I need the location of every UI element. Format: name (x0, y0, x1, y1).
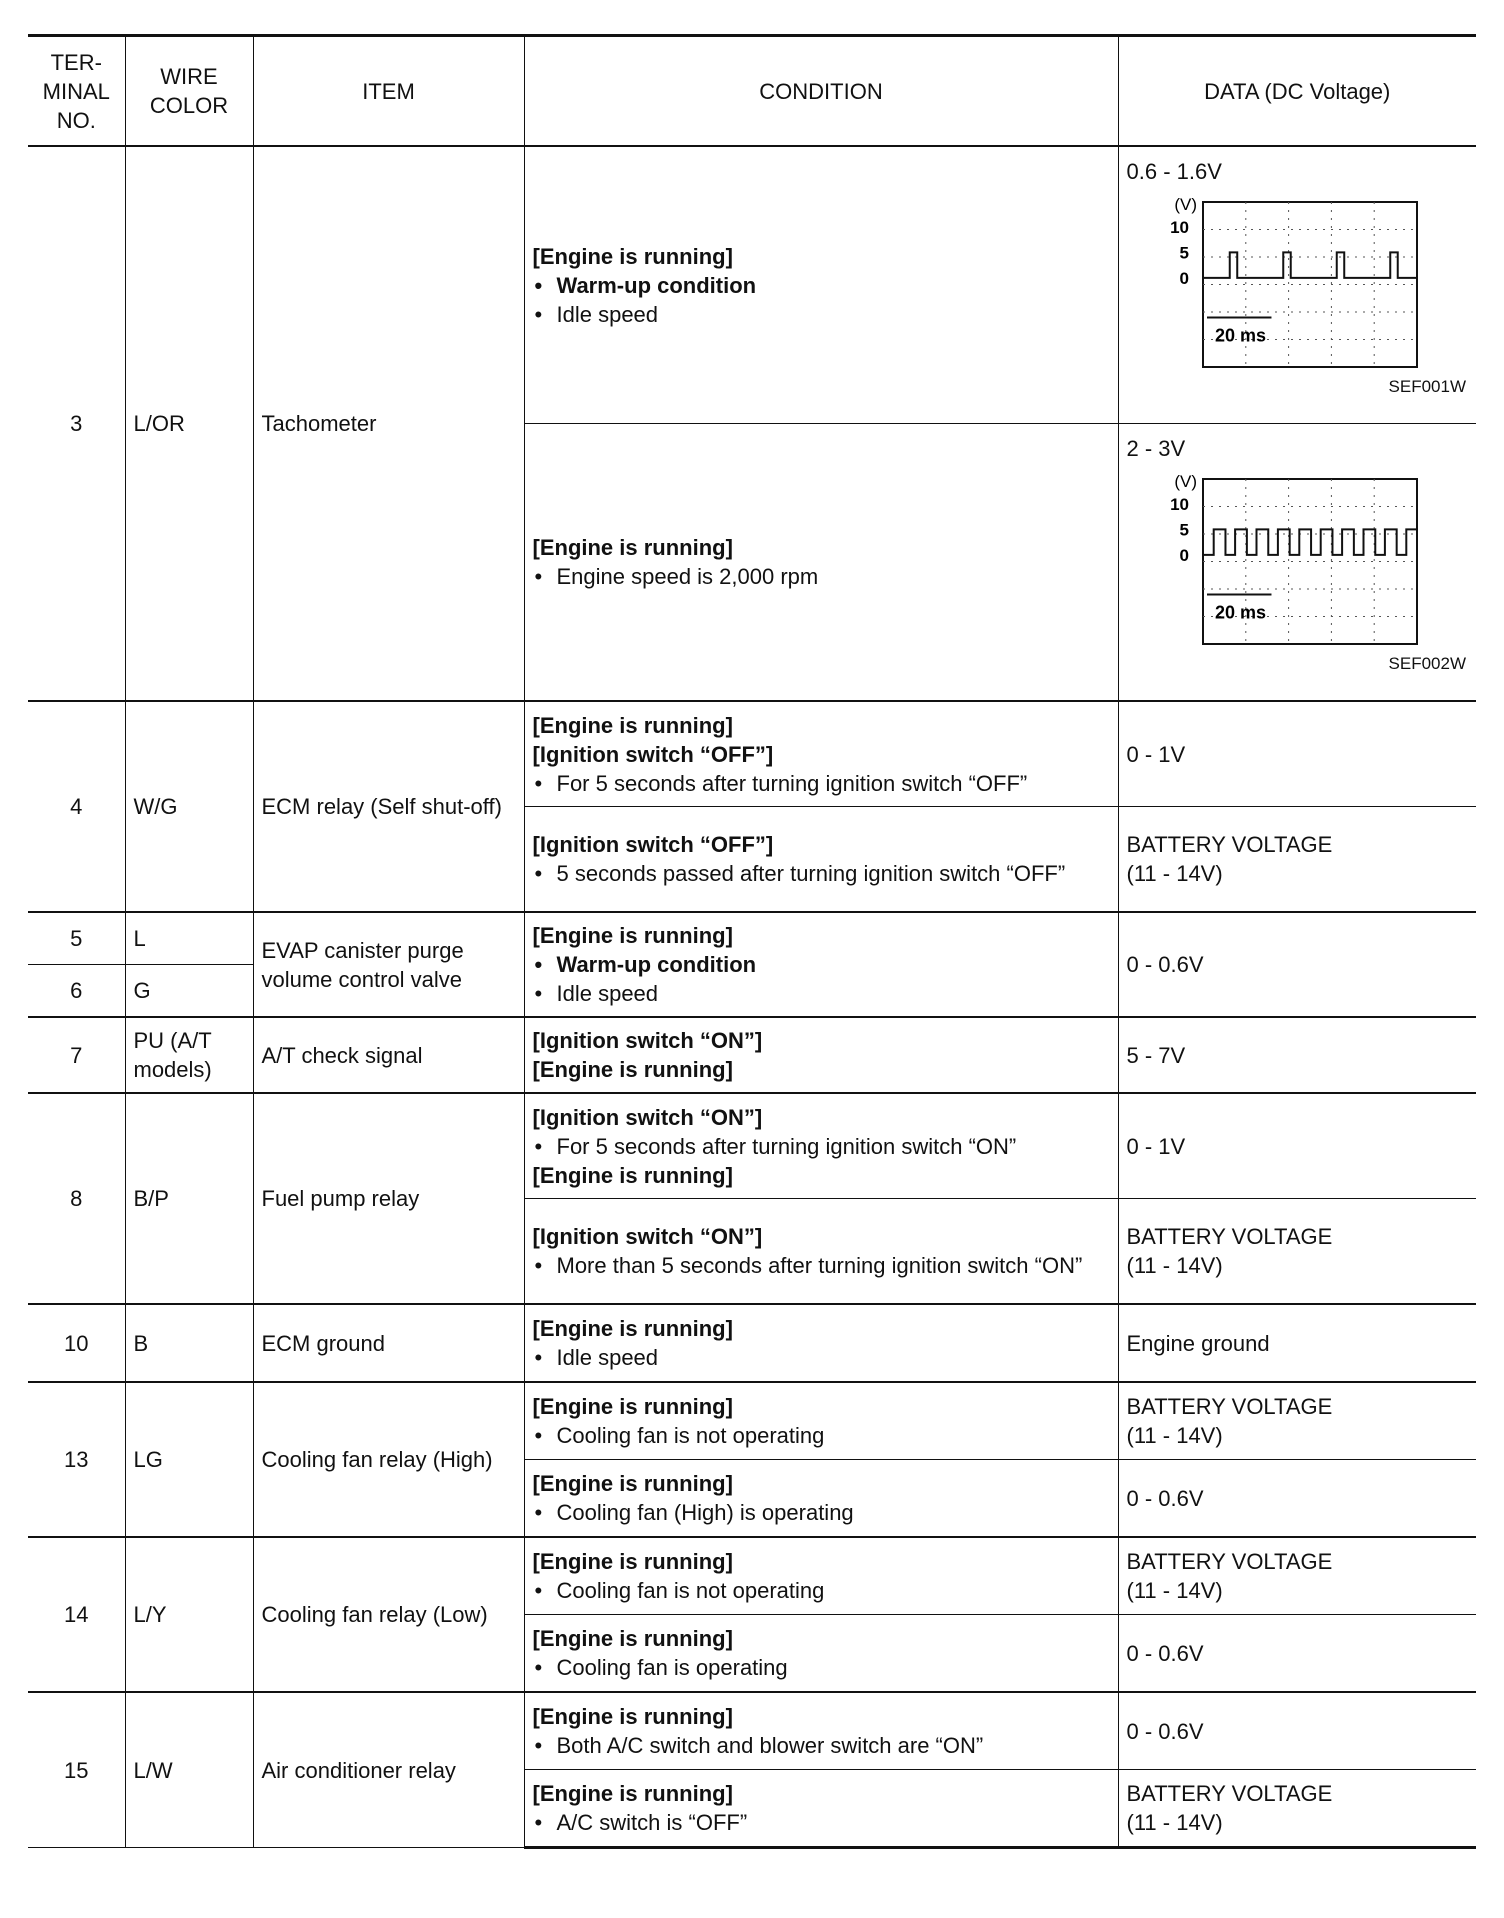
y-tick-label: 0 (1179, 268, 1189, 288)
terminal-no: 10 (28, 1304, 125, 1382)
condition-bullet: • Idle speed (533, 1343, 1110, 1372)
condition (524, 146, 1118, 424)
header-condition: CONDITION (524, 36, 1118, 147)
terminal-no: 14 (28, 1537, 125, 1692)
y-unit-label: (V) (1173, 195, 1197, 214)
condition (524, 424, 1118, 702)
condition (524, 807, 1118, 913)
terminal-no: 7 (28, 1017, 125, 1093)
condition-heading: [Engine is running] (532, 1626, 733, 1651)
terminal-no: 15 (28, 1692, 125, 1848)
table-row (28, 1017, 1476, 1093)
condition-heading: [Engine is running] (532, 712, 733, 738)
condition-bullet: • Cooling fan is operating (533, 1653, 1110, 1682)
voltage-range: 2 - 3V (1126, 436, 1186, 461)
header-data: DATA (DC Voltage) (1118, 36, 1476, 147)
condition-bullet: • More than 5 seconds after turning ignition switch “ON” (533, 1251, 1110, 1280)
data-value: BATTERY VOLTAGE (11 - 14V) (1118, 1199, 1476, 1305)
condition-bullet: • Cooling fan is not operating (533, 1421, 1110, 1450)
item: Air conditioner relay (253, 1692, 524, 1848)
condition-heading: [Engine is running] (532, 1394, 733, 1419)
table-row (28, 146, 1476, 424)
header-wire-color: WIRE COLOR (125, 36, 253, 147)
item: ECM relay (Self shut-off) (253, 701, 524, 912)
voltage-range: 0.6 - 1.6V (1126, 159, 1222, 184)
wire-color: LG (125, 1382, 253, 1537)
wire-color: L/Y (125, 1537, 253, 1692)
condition-heading: [Ignition switch “ON”] (532, 1224, 763, 1249)
wire-color: B/P (125, 1093, 253, 1304)
table-row (28, 1692, 1476, 1770)
waveform-trace (1203, 529, 1417, 555)
condition-bullet: • A/C switch is “OFF” (533, 1808, 1110, 1837)
table-row (28, 1382, 1476, 1460)
condition-bullet: • Cooling fan (High) is operating (533, 1498, 1110, 1527)
condition (524, 1017, 1118, 1093)
wire-color: PU (A/T models) (125, 1017, 253, 1093)
item: Cooling fan relay (Low) (253, 1537, 524, 1692)
condition-bullet: • Engine speed is 2,000 rpm (533, 562, 1110, 591)
data-value: 0 - 0.6V (1118, 912, 1476, 1017)
condition-bullet: • For 5 seconds after turning ignition switch “ON” (533, 1132, 1110, 1161)
condition-heading: [Engine is running] (532, 1781, 733, 1806)
figure-ref: SEF001W (1388, 377, 1466, 396)
y-tick-label: 0 (1179, 545, 1189, 565)
condition-heading: [Ignition switch “OFF”] (532, 741, 774, 767)
condition (524, 1692, 1118, 1770)
data-value (1118, 424, 1476, 702)
table-row (28, 1093, 1476, 1199)
wire-color: G (125, 965, 253, 1018)
condition (524, 1770, 1118, 1848)
condition (524, 1199, 1118, 1305)
data-value (1118, 146, 1476, 424)
terminal-no: 13 (28, 1382, 125, 1537)
condition-bullet: • Idle speed (533, 300, 1110, 329)
condition (524, 1615, 1118, 1693)
condition-bullet: • Cooling fan is not operating (533, 1576, 1110, 1605)
wire-color: L/W (125, 1692, 253, 1848)
wire-color: L/OR (125, 146, 253, 701)
data-value: 0 - 0.6V (1118, 1460, 1476, 1538)
table-row (28, 912, 1476, 965)
data-value: Engine ground (1118, 1304, 1476, 1382)
data-value: BATTERY VOLTAGE (11 - 14V) (1118, 1770, 1476, 1848)
table-header-row (28, 36, 1476, 147)
figure-ref: SEF002W (1388, 654, 1466, 673)
time-scale-label: 20 ms (1214, 602, 1266, 623)
condition (524, 701, 1118, 807)
item: EVAP canister purge volume control valve (253, 912, 524, 1017)
condition (524, 1304, 1118, 1382)
data-value: 0 - 1V (1118, 1093, 1476, 1199)
condition-bullet: • 5 seconds passed after turning ignition switch “OFF” (533, 859, 1110, 888)
data-value: 0 - 0.6V (1118, 1615, 1476, 1693)
y-unit-label: (V) (1173, 472, 1197, 491)
table-row (28, 701, 1476, 807)
condition-heading: [Engine is running] (532, 1316, 733, 1341)
wire-color: W/G (125, 701, 253, 912)
item: ECM ground (253, 1304, 524, 1382)
condition-bullet: • Both A/C switch and blower switch are “ON” (533, 1731, 1110, 1760)
condition-heading: [Engine is running] (532, 1704, 733, 1729)
condition-bullet: • For 5 seconds after turning ignition switch “OFF” (533, 769, 1110, 798)
condition-heading: [Engine is running] (532, 1057, 733, 1082)
terminal-no: 5 (28, 912, 125, 965)
condition (524, 1460, 1118, 1538)
y-tick-label: 5 (1179, 520, 1189, 540)
condition-bullet: • Warm-up condition (533, 950, 1110, 979)
terminal-no: 3 (28, 146, 125, 701)
data-value: BATTERY VOLTAGE (11 - 14V) (1118, 807, 1476, 913)
table-row (28, 1537, 1476, 1615)
condition-heading: [Engine is running] (532, 1162, 733, 1188)
item: A/T check signal (253, 1017, 524, 1093)
header-terminal: TER- MINAL NO. (28, 36, 125, 147)
terminal-no: 4 (28, 701, 125, 912)
data-value: 0 - 0.6V (1118, 1692, 1476, 1770)
condition-heading: [Engine is running] (532, 1549, 733, 1574)
terminal-no: 8 (28, 1093, 125, 1304)
condition-bullet: • Idle speed (533, 979, 1110, 1008)
condition (524, 1537, 1118, 1615)
waveform-trace (1203, 252, 1417, 278)
ecm-terminal-table (28, 34, 1476, 1849)
terminal-no: 6 (28, 965, 125, 1018)
waveform-2000rpm (1153, 469, 1423, 647)
item: Cooling fan relay (High) (253, 1382, 524, 1537)
condition-heading: [Ignition switch “OFF”] (532, 832, 774, 857)
y-tick-label: 5 (1179, 243, 1189, 263)
data-value: BATTERY VOLTAGE (11 - 14V) (1118, 1537, 1476, 1615)
data-value: 0 - 1V (1118, 701, 1476, 807)
condition (524, 1093, 1118, 1199)
data-value: 5 - 7V (1118, 1017, 1476, 1093)
header-item: ITEM (253, 36, 524, 147)
wire-color: B (125, 1304, 253, 1382)
data-value: BATTERY VOLTAGE (11 - 14V) (1118, 1382, 1476, 1460)
condition-heading: [Ignition switch “ON”] (532, 1104, 763, 1130)
waveform-idle (1153, 192, 1423, 370)
table-row (28, 1304, 1476, 1382)
condition (524, 1382, 1118, 1460)
condition-heading: [Engine is running] (532, 535, 733, 560)
y-tick-label: 10 (1169, 217, 1189, 237)
condition-heading: [Engine is running] (532, 243, 733, 269)
condition-heading: [Ignition switch “ON”] (532, 1028, 763, 1053)
condition-heading: [Engine is running] (532, 923, 733, 948)
condition (524, 912, 1118, 1017)
item: Fuel pump relay (253, 1093, 524, 1304)
condition-heading: [Engine is running] (532, 1471, 733, 1496)
time-scale-label: 20 ms (1214, 325, 1266, 346)
terminal-table-container (28, 34, 1476, 1849)
y-tick-label: 10 (1169, 494, 1189, 514)
condition-bullet: • Warm-up condition (533, 271, 1110, 300)
item: Tachometer (253, 146, 524, 701)
wire-color: L (125, 912, 253, 965)
